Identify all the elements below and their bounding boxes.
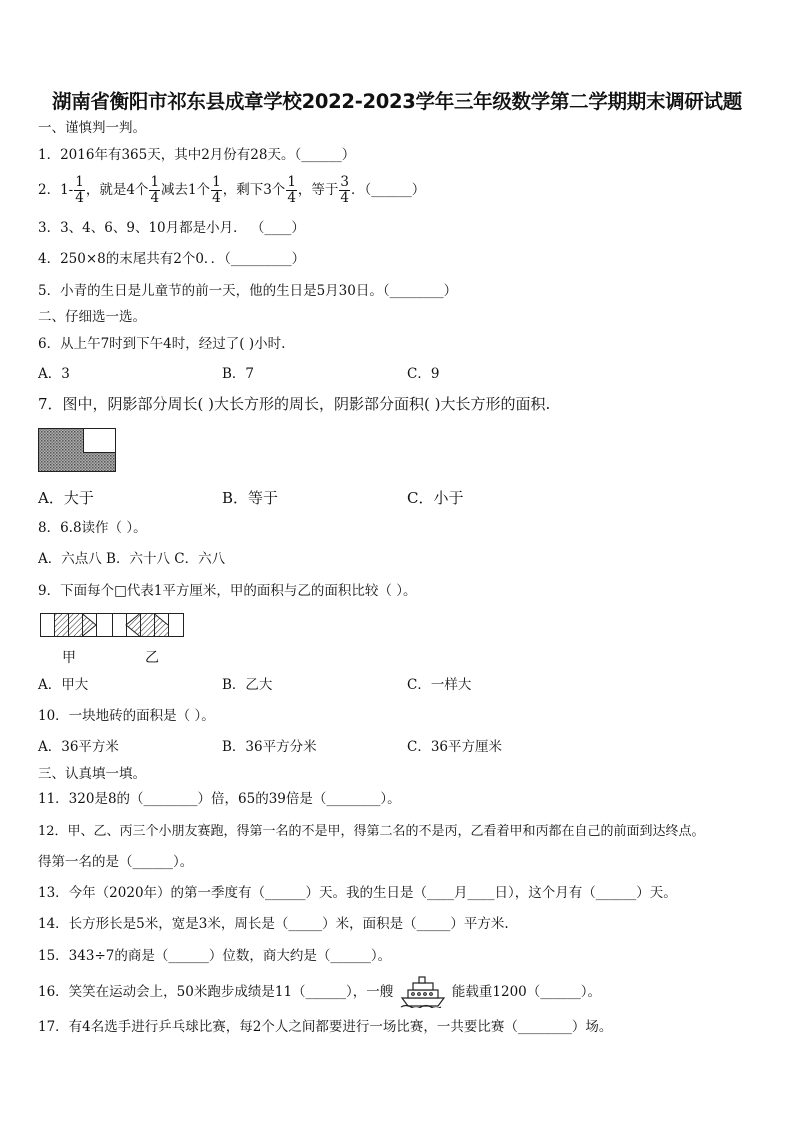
q10-option-a: A．36平方米: [38, 739, 119, 755]
q6-option-a: A．3: [38, 366, 70, 382]
question-10: 10．一块地砖的面积是（ ）。: [38, 708, 215, 724]
fraction-2: $\frac{1}{4}$: [150, 174, 160, 206]
fraction-4: $\frac{1}{4}$: [287, 174, 296, 206]
question-17: 17．有4名选手进行乒乓球比赛，每2个人之间都要进行一场比赛，一共要比赛（________）场。: [38, 1019, 613, 1035]
q7-option-c: C．小于: [407, 489, 464, 507]
question-9: 9．下面每个□代表1平方厘米，甲的面积与乙的面积比较（ ）。: [38, 583, 417, 599]
q7-option-b: B．等于: [222, 489, 279, 507]
question-15: 15．343÷7的商是（______）位数，商大约是（______）。: [38, 948, 392, 964]
grid-area-figure: [40, 613, 184, 637]
q10-option-c: C．36平方厘米: [407, 739, 503, 755]
q6-option-b: B．7: [222, 366, 255, 382]
q9-option-c: C．一样大: [407, 677, 472, 693]
question-12-line-1: 12．甲、乙、丙三个小朋友赛跑，得第一名的不是甲，得第二名的不是丙，乙看着甲和丙都在自己的前面到达终点。: [38, 824, 705, 839]
question-8: 8．6.8读作（ ）。: [38, 520, 147, 536]
fraction-1: $\frac{1}{4}$: [75, 174, 84, 206]
section-heading-3: 三、认真填一填。: [38, 766, 146, 782]
question-3: 3．3、4、6、9、10月都是小月． （____）: [38, 220, 305, 236]
q7-option-a: A．大于: [38, 489, 94, 507]
question-13: 13．今年（2020年）的第一季度有（______）天。我的生日是（____月____日），这个月有（______）天。: [38, 885, 677, 901]
section-heading-2: 二、仔细选一选。: [38, 309, 146, 325]
label-jia: 甲: [62, 650, 76, 666]
question-11: 11．320是8的（________）倍，65的39倍是（________）。: [38, 791, 401, 807]
question-2: 2．1- $\frac{1}{4}$ ，就是4个 $\frac{1}{4}$ 减去1个 $\frac{1}{4}$ ，剩下3个 $\frac{1}{4}$ ，等于 $\frac{3}{4}$ ．（______）: [38, 174, 426, 206]
page-title: 湖南省衡阳市祁东县成章学校2022-2023学年三年级数学第二学期期末调研试题: [52, 90, 742, 113]
q8-options: A．六点八 B．六十八 C．六八: [38, 551, 226, 567]
fraction-3: $\frac{1}{4}$: [212, 174, 221, 206]
shaded-rectangle-figure: [38, 428, 116, 472]
question-16: 16．笑笑在运动会上，50米跑步成绩是11（______），一艘 能载重1200（______）。: [38, 982, 601, 1002]
question-7: 7．图中，阴影部分周长( )大长方形的周长，阴影部分面积( )大长方形的面积.: [38, 395, 551, 413]
question-14: 14．长方形长是5米，宽是3米，周长是（_____）米，面积是（_____）平方米.: [38, 916, 509, 932]
question-5: 5．小青的生日是儿童节的前一天，他的生日是5月30日。（________）: [38, 283, 458, 299]
ship-icon: [400, 974, 446, 1008]
label-yi: 乙: [145, 650, 159, 666]
q6-option-c: C．9: [407, 366, 440, 382]
question-1: 1．2016年有365天，其中2月份有28天。（______）: [38, 147, 356, 163]
q9-option-b: B．乙大: [222, 677, 273, 693]
q9-option-a: A．甲大: [38, 677, 89, 693]
question-12-line-2: 得第一名的是（______）。: [38, 854, 194, 870]
question-6: 6．从上午7时到下午4时，经过了( )小时.: [38, 336, 286, 352]
q10-option-b: B．36平方分米: [222, 739, 317, 755]
fraction-5: $\frac{3}{4}$: [340, 174, 349, 206]
question-4: 4．250×8的末尾共有2个0．．（_________）: [38, 251, 306, 267]
section-heading-1: 一、谨慎判一判。: [38, 120, 146, 136]
